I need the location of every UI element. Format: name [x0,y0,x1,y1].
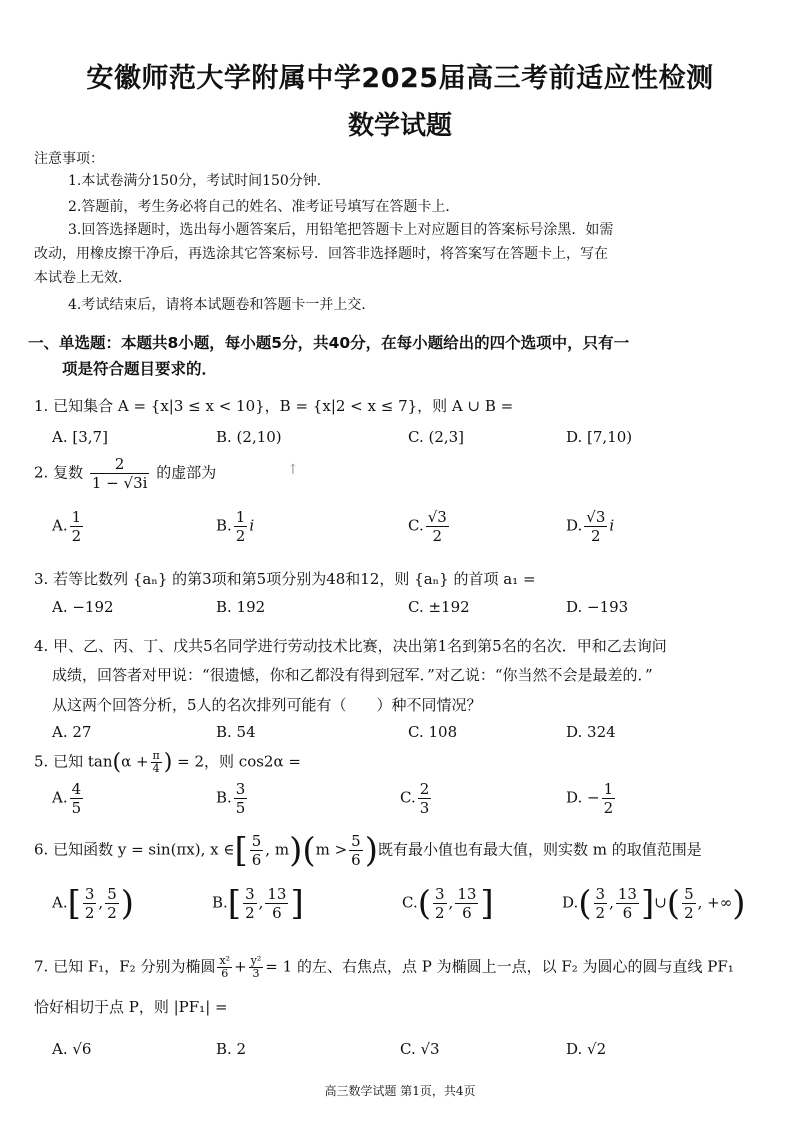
fraction-numerator: 2 [419,780,430,798]
q6-option-a[interactable]: A.[ $\frac{3}{2}$ , $\frac{5}{2}$ ) [52,883,135,924]
q6-prefix: 6. 已知函数 y = sin(πx), x ∈ [34,840,235,859]
fraction-numerator: 3 [245,885,255,903]
imaginary-unit: i [249,516,255,535]
q2-option-c[interactable] [408,508,451,545]
note-item: 3.回答选择题时，选出每小题答案后，用铅笔把答题卡上对应题目的答案标号涂黑．如需 [68,222,614,238]
option-fraction [70,508,84,545]
option-label: A. [52,893,68,912]
q1-option-b[interactable]: B. (2,10) [216,428,282,446]
question-5-stem [34,750,301,775]
fraction-denominator: 4 [152,762,160,775]
fraction-numerator: 5 [684,885,694,903]
option-fraction [105,885,119,922]
option-label: D. [566,516,583,535]
left-paren: ( [417,883,431,924]
option-label: C. [402,893,418,912]
fraction-numerator: 4 [71,780,82,798]
option-label: A. [52,516,68,535]
q4-option-d[interactable]: D. 324 [566,723,616,741]
fraction-denominator: 3 [419,799,430,817]
q5-inner: α + [121,752,149,771]
fraction-denominator: 2 [84,904,95,922]
right-bracket: ] [290,883,304,924]
q2-option-b[interactable] [216,508,254,545]
fraction-numerator: 3 [434,885,445,903]
fraction-denominator: 6 [622,904,633,922]
fraction-numerator: y² [250,954,262,967]
fraction-numerator: 3 [235,780,246,798]
right-paren: ) [732,883,746,924]
q6-option-b[interactable]: B.[ $\frac{3}{2}$ , $\frac{13}{6}$ ] [212,883,304,924]
exam-subtitle: 数学试题 [347,111,452,141]
option-label: A. [52,788,68,807]
q4-option-a[interactable]: A. 27 [52,723,92,741]
left-paren: ( [302,830,316,871]
q1-option-a[interactable]: A. [3,7] [52,428,108,446]
ellipse-term-x [217,955,232,980]
fraction-denominator: 6 [251,851,262,869]
fraction-numerator: 13 [617,885,637,903]
option-fraction [433,885,447,922]
option-label: C. [400,788,416,807]
q7-option-a[interactable]: A. √6 [52,1040,92,1058]
note-item: 2.答题前，考生务必将自己的姓名、准考证号填写在答题卡上． [68,199,460,215]
q5-prefix: 5. 已知 tan [34,752,113,771]
q6-option-c[interactable]: C.( $\frac{3}{2}$ , $\frac{13}{6}$ ] [402,883,494,924]
right-paren: ) [163,750,173,775]
page-footer: 高三数学试题 第1页，共4页 [324,1084,476,1098]
option-fraction [594,885,608,922]
q6-suffix: 既有最小值也有最大值，则实数 m 的取值范围是 [377,840,702,859]
q2-option-d[interactable] [566,508,614,545]
fraction-numerator: 5 [251,832,262,850]
left-paren: ( [112,750,122,775]
q6-option-d[interactable]: D.( $\frac{3}{2}$ , $\frac{13}{6}$ ]∪( $\frac{5}{2}$ , +∞) [562,883,746,924]
ellipse-term-y [249,955,264,980]
fraction-denominator: 2 [603,799,614,817]
fraction-denominator: 2 [591,527,601,545]
option-fraction [426,508,449,545]
left-paren: ( [666,883,681,924]
option-fraction [70,780,84,817]
question-4-line: 从这两个回答分析，5人的名次排列可能有（ ）种不同情况？ [52,696,482,714]
q3-option-b[interactable]: B. 192 [216,598,266,616]
fraction-numerator: 1 [71,508,82,526]
option-fraction [418,780,432,817]
fraction-numerator: √3 [586,508,606,526]
fraction-numerator: 5 [351,832,361,850]
q5-suffix: = 2，则 cos2α = [177,752,301,771]
fraction-numerator: 1 [603,780,614,798]
condition-fraction [349,832,363,869]
fraction-numerator: 5 [107,885,117,903]
section-heading-line: 项是符合题目要求的． [62,360,218,378]
q2-suffix: 的虚部为 [156,463,217,482]
right-paren: ) [364,830,378,871]
fraction-denominator: 2 [71,527,82,545]
q5-option-b[interactable] [216,780,249,817]
fraction-numerator: 3 [595,885,606,903]
interval-start [250,832,264,869]
fraction-numerator: π [152,749,160,762]
option-label: D. − [566,788,600,807]
fraction-numerator: 13 [267,885,287,903]
question-6-stem [34,832,702,869]
section-heading [28,330,773,382]
fraction-denominator: 2 [684,904,694,922]
q3-option-d[interactable]: D. −193 [566,598,629,616]
fraction-denominator: 6 [351,851,361,869]
q5-option-c[interactable] [400,780,433,817]
option-label: B. [216,788,232,807]
fraction-numerator: 13 [457,885,477,903]
option-label: C. [408,516,424,535]
option-label: B. [216,516,232,535]
question-4-line: 成绩，回答者对甲说：“很遗憾，你和乙都没有得到冠军．”对乙说：“你当然不会是最差的．” [52,666,653,684]
q7-suffix: = 1 的左、右焦点，点 P 为椭圆上一点，以 F₂ 为圆心的圆与直线 PF₁ [265,957,734,976]
q4-option-b[interactable]: B. 54 [216,723,256,741]
q3-option-a[interactable]: A. −192 [52,598,114,616]
fraction-denominator: 5 [71,799,82,817]
option-fraction [234,780,248,817]
question-7-stem: 7. 已知 F₁，F₂ 分别为椭圆 $\frac{\text{x²}}{6}$ + $\frac{\text{y²}}{3}$ = 1 的左、右焦点，点 P 为椭圆上一点，以 F₂ 为圆心的圆与直线 PF₁ [34,954,734,980]
right-bracket: ] [640,883,655,924]
interval-end: , m [265,840,290,859]
option-fraction [584,508,607,545]
left-bracket: [ [234,830,248,871]
option-label: D. [562,893,579,912]
right-paren: ) [289,830,303,871]
q5-option-a[interactable] [52,780,85,817]
option-fraction [455,885,478,922]
fraction-denominator: 2 [235,527,246,545]
section-heading-line: 一、单选题：本题共8小题，每小题5分，共40分，在每小题给出的四个选项中，只有一 [28,334,630,352]
q5-option-d[interactable] [566,780,617,817]
pi-over-4 [151,750,162,775]
option-fraction [265,885,288,922]
left-bracket: [ [227,883,242,924]
q1-option-d[interactable]: D. [7,10) [566,428,633,446]
fraction-denominator: 2 [434,904,445,922]
question-1-stem: 1. 已知集合 A = {x|3 ≤ x < 10}，B = {x|2 < x ≤ 7}，则 A ∪ B = [34,397,514,415]
question-4-line: 4. 甲、乙、丙、丁、戊共5名同学进行劳动技术比赛，决出第1名到第5名的名次．甲和乙去询问 [34,637,667,655]
note-item: 本试卷上无效． [34,270,132,286]
fraction-numerator: 3 [84,885,95,903]
option-fraction [234,508,248,545]
option-fraction [682,885,696,922]
imaginary-unit: i [609,516,615,535]
note-item: 1.本试卷满分150分，考试时间150分钟． [68,173,331,189]
fraction-denominator: 2 [245,904,255,922]
fraction-denominator: 6 [272,904,282,922]
q3-option-c[interactable]: C. ±192 [408,598,470,616]
fraction-numerator: 1 [235,508,246,526]
option-fraction [243,885,257,922]
left-bracket: [ [67,883,81,924]
notes-heading: 注意事项： [34,151,104,167]
q7-option-d[interactable]: D. √2 [566,1040,607,1058]
q7-option-b[interactable]: B. 2 [216,1040,247,1058]
fraction-denominator: 6 [462,904,472,922]
fraction-numerator: x² [219,954,231,967]
infinity-bound: , +∞ [697,893,733,912]
q1-option-c[interactable]: C. (2,3] [408,428,465,446]
q7-option-c[interactable]: C. √3 [400,1040,440,1058]
q2-fraction [90,455,150,492]
question-7-line: 恰好相切于点 P，则 |PF₁| = [34,998,228,1016]
fraction-denominator: 3 [252,967,260,980]
q4-option-c[interactable]: C. 108 [408,723,458,741]
note-item: 改动，用橡皮擦干净后，再选涂其它答案标号．回答非选择题时，将答案写在答题卡上，写在 [34,246,608,262]
question-3-stem: 3. 若等比数列 {aₙ} 的第3项和第5项分别为48和12，则 {aₙ} 的首项 a₁ = [34,570,536,588]
q2-numerator: 2 [90,455,150,474]
fraction-denominator: 6 [221,967,229,980]
option-fraction [602,780,616,817]
question-2-stem [34,455,216,492]
fraction-denominator: 2 [107,904,117,922]
q2-option-a[interactable] [52,508,85,545]
stray-mark: ↑ [287,462,299,478]
option-label: B. [212,893,228,912]
fraction-denominator: 2 [432,527,443,545]
fraction-denominator: 5 [235,799,246,817]
q7-prefix: 7. 已知 F₁，F₂ 分别为椭圆 [34,957,216,976]
note-item: 4.考试结束后，请将本试题卷和答题卡一并上交． [68,297,376,313]
q2-denominator: 1 − √3i [91,474,148,492]
fraction-numerator: √3 [427,508,447,526]
option-fraction [616,885,639,922]
exam-title: 安徽师范大学附属中学2025届高三考前适应性检测 [86,63,714,94]
left-paren: ( [578,883,592,924]
q6-condition: m > [315,840,348,859]
fraction-denominator: 2 [595,904,606,922]
q2-prefix: 2. 复数 [34,463,84,482]
right-paren: ) [120,883,135,924]
right-bracket: ] [480,883,494,924]
option-fraction [83,885,97,922]
